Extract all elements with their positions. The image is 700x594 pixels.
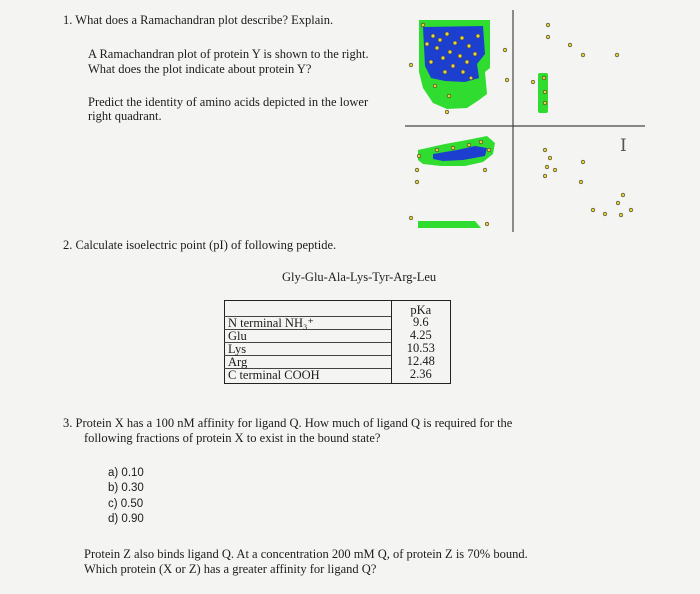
question-1-line-3: Predict the identity of amino acids depicted in the lower bbox=[88, 95, 369, 109]
text-cursor-icon: I bbox=[620, 136, 627, 156]
pka-table bbox=[224, 300, 451, 384]
question-1-title: 1. What does a Ramachandran plot describe? Explain. bbox=[63, 13, 334, 27]
table-cell-value: 10.53 bbox=[391, 342, 450, 355]
table-cell-name: Arg bbox=[225, 355, 392, 368]
peptide-sequence: Gly-Glu-Ala-Lys-Tyr-Arg-Leu bbox=[282, 270, 437, 284]
table-header-blank bbox=[225, 301, 392, 317]
table-cell-name: C terminal COOH bbox=[225, 368, 392, 383]
option-a: a) 0.10 bbox=[108, 467, 144, 479]
question-3-follow-up-1: Protein Z also binds ligand Q. At a concentration 200 mM Q, of protein Z is 70% bound. bbox=[84, 547, 528, 561]
question-1-line-2: What does the plot indicate about protein Y? bbox=[88, 62, 312, 76]
table-cell-name: N terminal NH₃⁺ bbox=[225, 316, 392, 329]
question-3-line-2: following fractions of protein X to exist in the bound state? bbox=[84, 431, 381, 445]
table-cell-name: Lys bbox=[225, 342, 392, 355]
option-c: c) 0.50 bbox=[108, 498, 144, 510]
question-1-line-1: A Ramachandran plot of protein Y is shown to the right. bbox=[88, 47, 369, 61]
table-cell-value: 2.36 bbox=[391, 368, 450, 383]
question-2-title: 2. Calculate isoelectric point (pI) of following peptide. bbox=[63, 238, 337, 252]
allowed-region-bottom bbox=[418, 221, 481, 228]
table-row bbox=[225, 368, 451, 383]
ramachandran-plot bbox=[405, 10, 645, 232]
table-cell-value: 9.6 bbox=[391, 316, 450, 329]
option-b: b) 0.30 bbox=[108, 482, 144, 494]
table-cell-value: 4.25 bbox=[391, 329, 450, 342]
question-1-line-4: right quadrant. bbox=[88, 109, 162, 123]
option-d: d) 0.90 bbox=[108, 513, 144, 525]
question-3-follow-up-2: Which protein (X or Z) has a greater affinity for ligand Q? bbox=[84, 562, 377, 576]
question-3-line-1: 3. Protein X has a 100 nM affinity for ligand Q. How much of ligand Q is required for the bbox=[63, 416, 513, 430]
table-cell-value: 12.48 bbox=[391, 355, 450, 368]
table-header-pka: pKa bbox=[391, 301, 450, 317]
table-cell-name: Glu bbox=[225, 329, 392, 342]
